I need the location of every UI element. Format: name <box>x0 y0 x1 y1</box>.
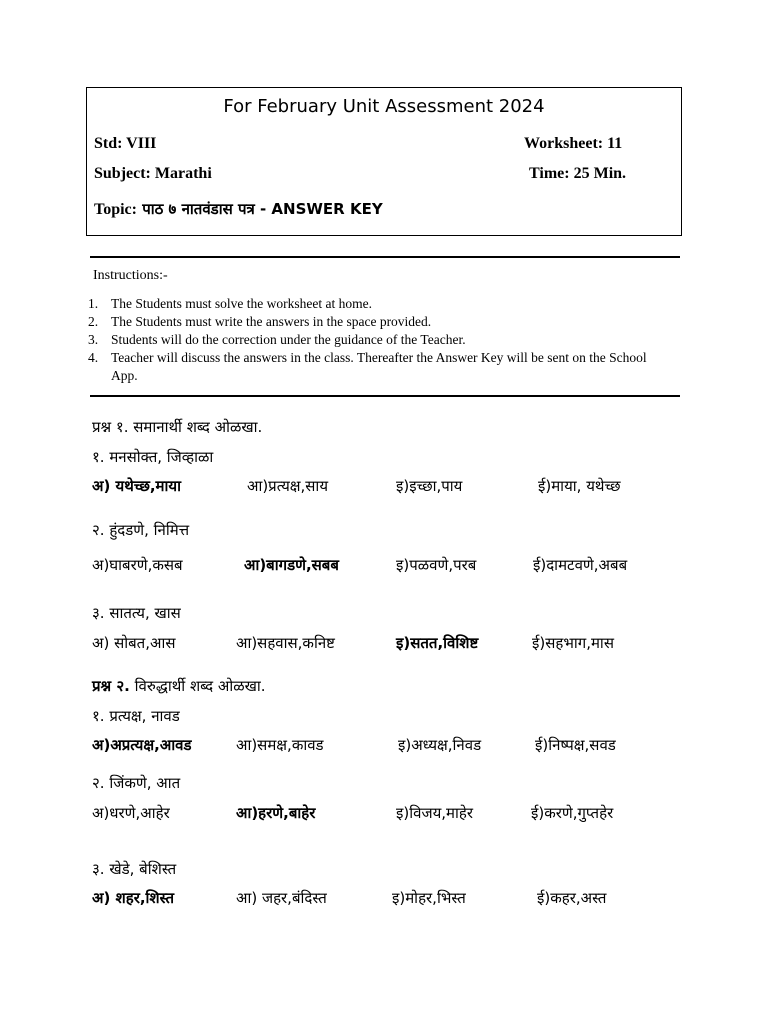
q2-item-1-words: १. प्रत्यक्ष, नावड <box>92 707 180 725</box>
q2-heading-label: प्रश्न २. <box>92 677 130 695</box>
instruction-item <box>88 349 668 385</box>
q2-heading <box>92 676 266 696</box>
topic-text: पाठ ७ नातवंडास पत्र - ANSWER KEY <box>136 200 383 218</box>
q2-item-1-option-a: अ)अप्रत्यक्ष,आवड <box>92 736 192 754</box>
q2-item-3-words: ३. खेडे, बेशिस्त <box>92 860 177 878</box>
q2-item-3-option-ii: ई)कहर,अस्त <box>537 889 607 907</box>
subject-label: Subject: Marathi <box>94 165 212 182</box>
q1-item-3-option-ii: ई)सहभाग,मास <box>532 634 614 652</box>
time-label: Time: 25 Min. <box>529 165 627 182</box>
q1-item-2-option-ii: ई)दामटवणे,अबब <box>533 556 628 574</box>
bottom-divider <box>90 395 680 397</box>
q1-item-3-option-a: अ) सोबत,आस <box>92 634 176 652</box>
q1-heading: प्रश्न १. समानार्थी शब्द ओळखा. <box>92 418 263 436</box>
q1-item-3-words: ३. सातत्य, खास <box>92 604 181 622</box>
worksheet-number: Worksheet: 11 <box>524 135 623 152</box>
instruction-item <box>88 295 668 313</box>
q1-item-2-words: २. हुंदडणे, निमित्त <box>92 521 190 539</box>
instruction-number: 2. <box>88 314 99 329</box>
q1-item-2-option-a: अ)घाबरणे,कसब <box>92 556 183 574</box>
q2-item-3-option-a: अ) शहर,शिस्त <box>92 889 175 907</box>
topic-line <box>94 199 383 219</box>
q2-heading-text: विरुद्धार्थी शब्द ओळखा. <box>129 677 266 695</box>
q2-item-2-option-a: अ)धरणे,आहेर <box>92 804 170 822</box>
instruction-text: Teacher will discuss the answers in the class. Thereafter the Answer Key will be sent on the School App. <box>111 350 647 383</box>
q2-item-2-option-aa: आ)हरणे,बाहेर <box>236 804 316 822</box>
instruction-text: The Students must solve the worksheet at home. <box>111 296 372 311</box>
q2-item-2-option-i: इ)विजय,माहेर <box>396 804 473 822</box>
assessment-title: For February Unit Assessment 2024 <box>223 96 545 117</box>
instruction-item <box>88 331 668 349</box>
instruction-number: 3. <box>88 332 99 347</box>
instruction-text: Students will do the correction under the guidance of the Teacher. <box>111 332 466 347</box>
q1-item-2-option-i: इ)पळवणे,परब <box>396 556 477 574</box>
q1-item-1-option-i: इ)इच्छा,पाय <box>396 477 463 495</box>
q2-item-1-option-ii: ई)निष्पक्ष,सवड <box>535 736 616 754</box>
q2-item-2-option-ii: ई)करणे,गुप्तहेर <box>531 804 614 822</box>
topic-label: Topic: <box>94 201 137 218</box>
q1-item-1-option-a: अ) यथेच्छ,माया <box>92 477 181 495</box>
q1-item-3-option-i: इ)सतत,विशिष्ट <box>396 634 479 652</box>
top-divider <box>90 256 680 258</box>
header-box <box>86 87 682 236</box>
q1-item-1-words: १. मनसोक्त, जिव्हाळा <box>92 448 214 466</box>
instructions-list <box>88 295 668 385</box>
q2-item-1-option-aa: आ)समक्ष,कावड <box>236 736 324 754</box>
q1-item-1-option-ii: ई)माया, यथेच्छ <box>538 477 621 495</box>
q1-item-3-option-aa: आ)सहवास,कनिष्ट <box>236 634 335 652</box>
q2-item-3-option-i: इ)मोहर,भिस्त <box>392 889 466 907</box>
q2-item-3-option-aa: आ) जहर,बंदिस्त <box>236 889 327 907</box>
q1-item-2-option-aa: आ)बागडणे,सबब <box>244 556 339 574</box>
instructions-title: Instructions:- <box>93 268 168 283</box>
instruction-item <box>88 313 668 331</box>
q1-item-1-option-aa: आ)प्रत्यक्ष,साय <box>247 477 329 495</box>
instruction-number: 4. <box>88 350 99 365</box>
instruction-number: 1. <box>88 296 99 311</box>
q2-item-1-option-i: इ)अध्यक्ष,निवड <box>398 736 482 754</box>
std-label: Std: VIII <box>94 135 157 152</box>
instruction-text: The Students must write the answers in the space provided. <box>111 314 432 329</box>
q2-item-2-words: २. जिंकणे, आत <box>92 774 181 792</box>
